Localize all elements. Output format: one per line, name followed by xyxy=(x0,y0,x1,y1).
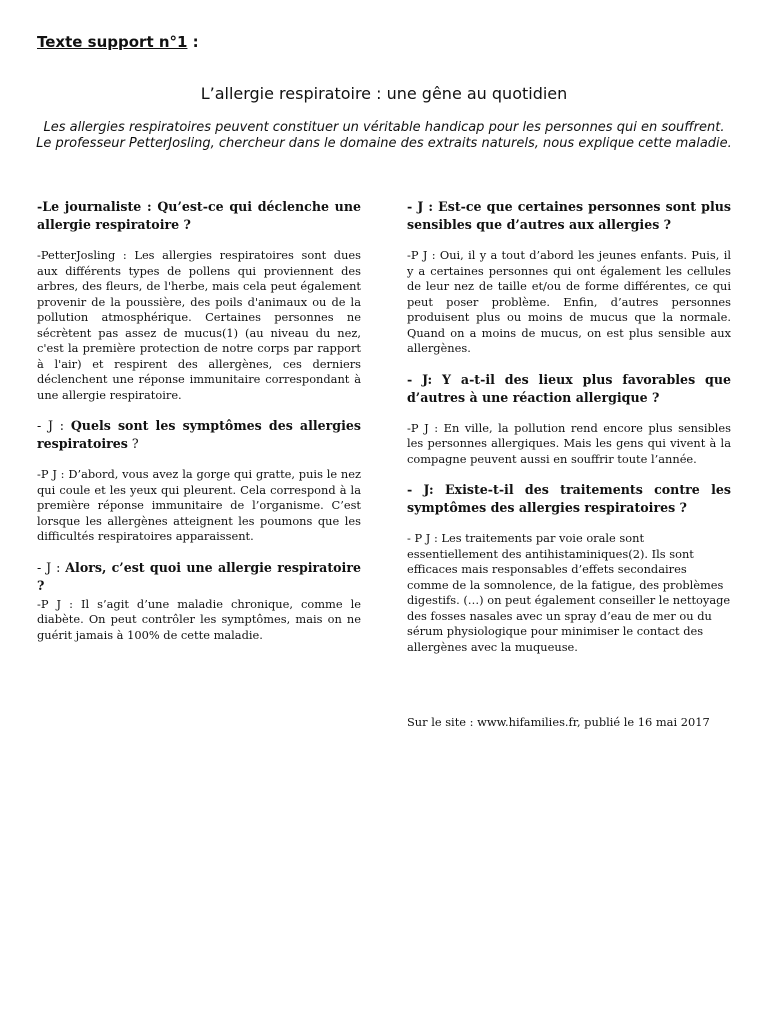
question-2-text: Quels sont les symptômes des allergies respiratoires xyxy=(37,418,362,451)
article-intro xyxy=(30,120,738,152)
left-column xyxy=(37,198,361,643)
answer-4: -P J : Oui, il y a tout d’abord les jeunes enfants. Puis, il y a certaines personnes qui ont également les cellules de leur nez de taille et/ou de forme différentes, ce qui peut poser problème. Enfin, d’autres personnes produisent plus ou moins de mucus que la normale. Quand on a moins de mucus, on est plus sensible aux allergènes. xyxy=(407,248,731,355)
source-citation: Sur le site : www.hifamilies.fr, publié le 16 mai 2017 xyxy=(407,715,710,729)
support-label: Texte support n°1 xyxy=(37,33,188,51)
question-4 xyxy=(407,198,731,234)
question-5 xyxy=(407,371,731,407)
right-column xyxy=(407,198,731,745)
question-3 xyxy=(37,559,361,595)
question-1-prefix: -Le journaliste : xyxy=(37,199,158,214)
answer-5: -P J : En ville, la pollution rend encore plus sensibles les personnes allergiques. Mais les gens qui vivent à la compagne peuvent aussi en souffrir toute l’année. xyxy=(407,420,731,466)
intro-line-2: Le professeur PetterJosling, chercheur dans le domaine des extraits naturels, nous explique cette maladie. xyxy=(36,136,732,151)
answer-6: - P J : Les traitements par voie orale sont essentiellement des antihistaminiques(2). Ils sont efficaces mais responsables d’effets secondaires comme de la somnolence, de la fatigue, des problèmes digestifs. (…) on peut également conseiller le nettoyage des fosses nasales avec un spray d’eau de mer ou du sérum physiologique pour minimiser le contact des allergènes avec la muqueuse. xyxy=(407,531,731,654)
support-heading xyxy=(37,33,199,51)
answer-1: -PetterJosling : Les allergies respiratoires sont dues aux différents types de pollens qui proviennent des arbres, des fleurs, de l'herbe, mais cela peut également provenir de la poussière, des poils d'animaux ou de la pollution atmosphérique. Certaines personnes ne sécrètent pas assez de mucus(1) (au niveau du nez, c'est la première protection de notre corps par rapport à l'air) et respirent des allergènes, ces derniers déclenchent une réponse immunitaire correspondant à une allergie respiratoire. xyxy=(37,248,361,402)
question-6-text: - J: Existe-t-il des traitements contre les symptômes des allergies respiratoires ? xyxy=(407,482,731,515)
question-3-prefix: - J : xyxy=(37,559,66,575)
article-title: L’allergie respiratoire : une gêne au quotidien xyxy=(200,84,568,103)
question-2-suffix: ? xyxy=(127,436,139,451)
question-1 xyxy=(37,198,361,234)
question-3-text: Alors, c’est quoi une allergie respiratoire ? xyxy=(37,559,361,593)
question-2-prefix: - J : xyxy=(37,418,71,433)
question-6 xyxy=(407,481,731,517)
question-1-text: Qu’est-ce qui déclenche une allergie respiratoire ? xyxy=(37,199,362,232)
answer-3: -P J : Il s’agit d’une maladie chronique, comme le diabète. On peut contrôler les symptômes, mais on ne guérit jamais à 100% de cette maladie. xyxy=(37,596,361,642)
support-suffix: : xyxy=(187,33,199,51)
question-4-text: - J : Est-ce que certaines personnes sont plus sensibles que d’autres aux allergies ? xyxy=(407,199,731,232)
question-5-text: - J: Y a-t-il des lieux plus favorables que d’autres à une réaction allergique ? xyxy=(407,371,731,405)
answer-2: -P J : D’abord, vous avez la gorge qui gratte, puis le nez qui coule et les yeux qui pleurent. Cela correspond à la première réponse immunitaire de l’organisme. C’est lorsque les allergènes atteignent les poumons que les difficultés respiratoires apparaissent. xyxy=(37,467,361,543)
intro-line-1: Les allergies respiratoires peuvent constituer un véritable handicap pour les personnes qui en souffrent. xyxy=(43,120,725,135)
question-2 xyxy=(37,417,361,453)
